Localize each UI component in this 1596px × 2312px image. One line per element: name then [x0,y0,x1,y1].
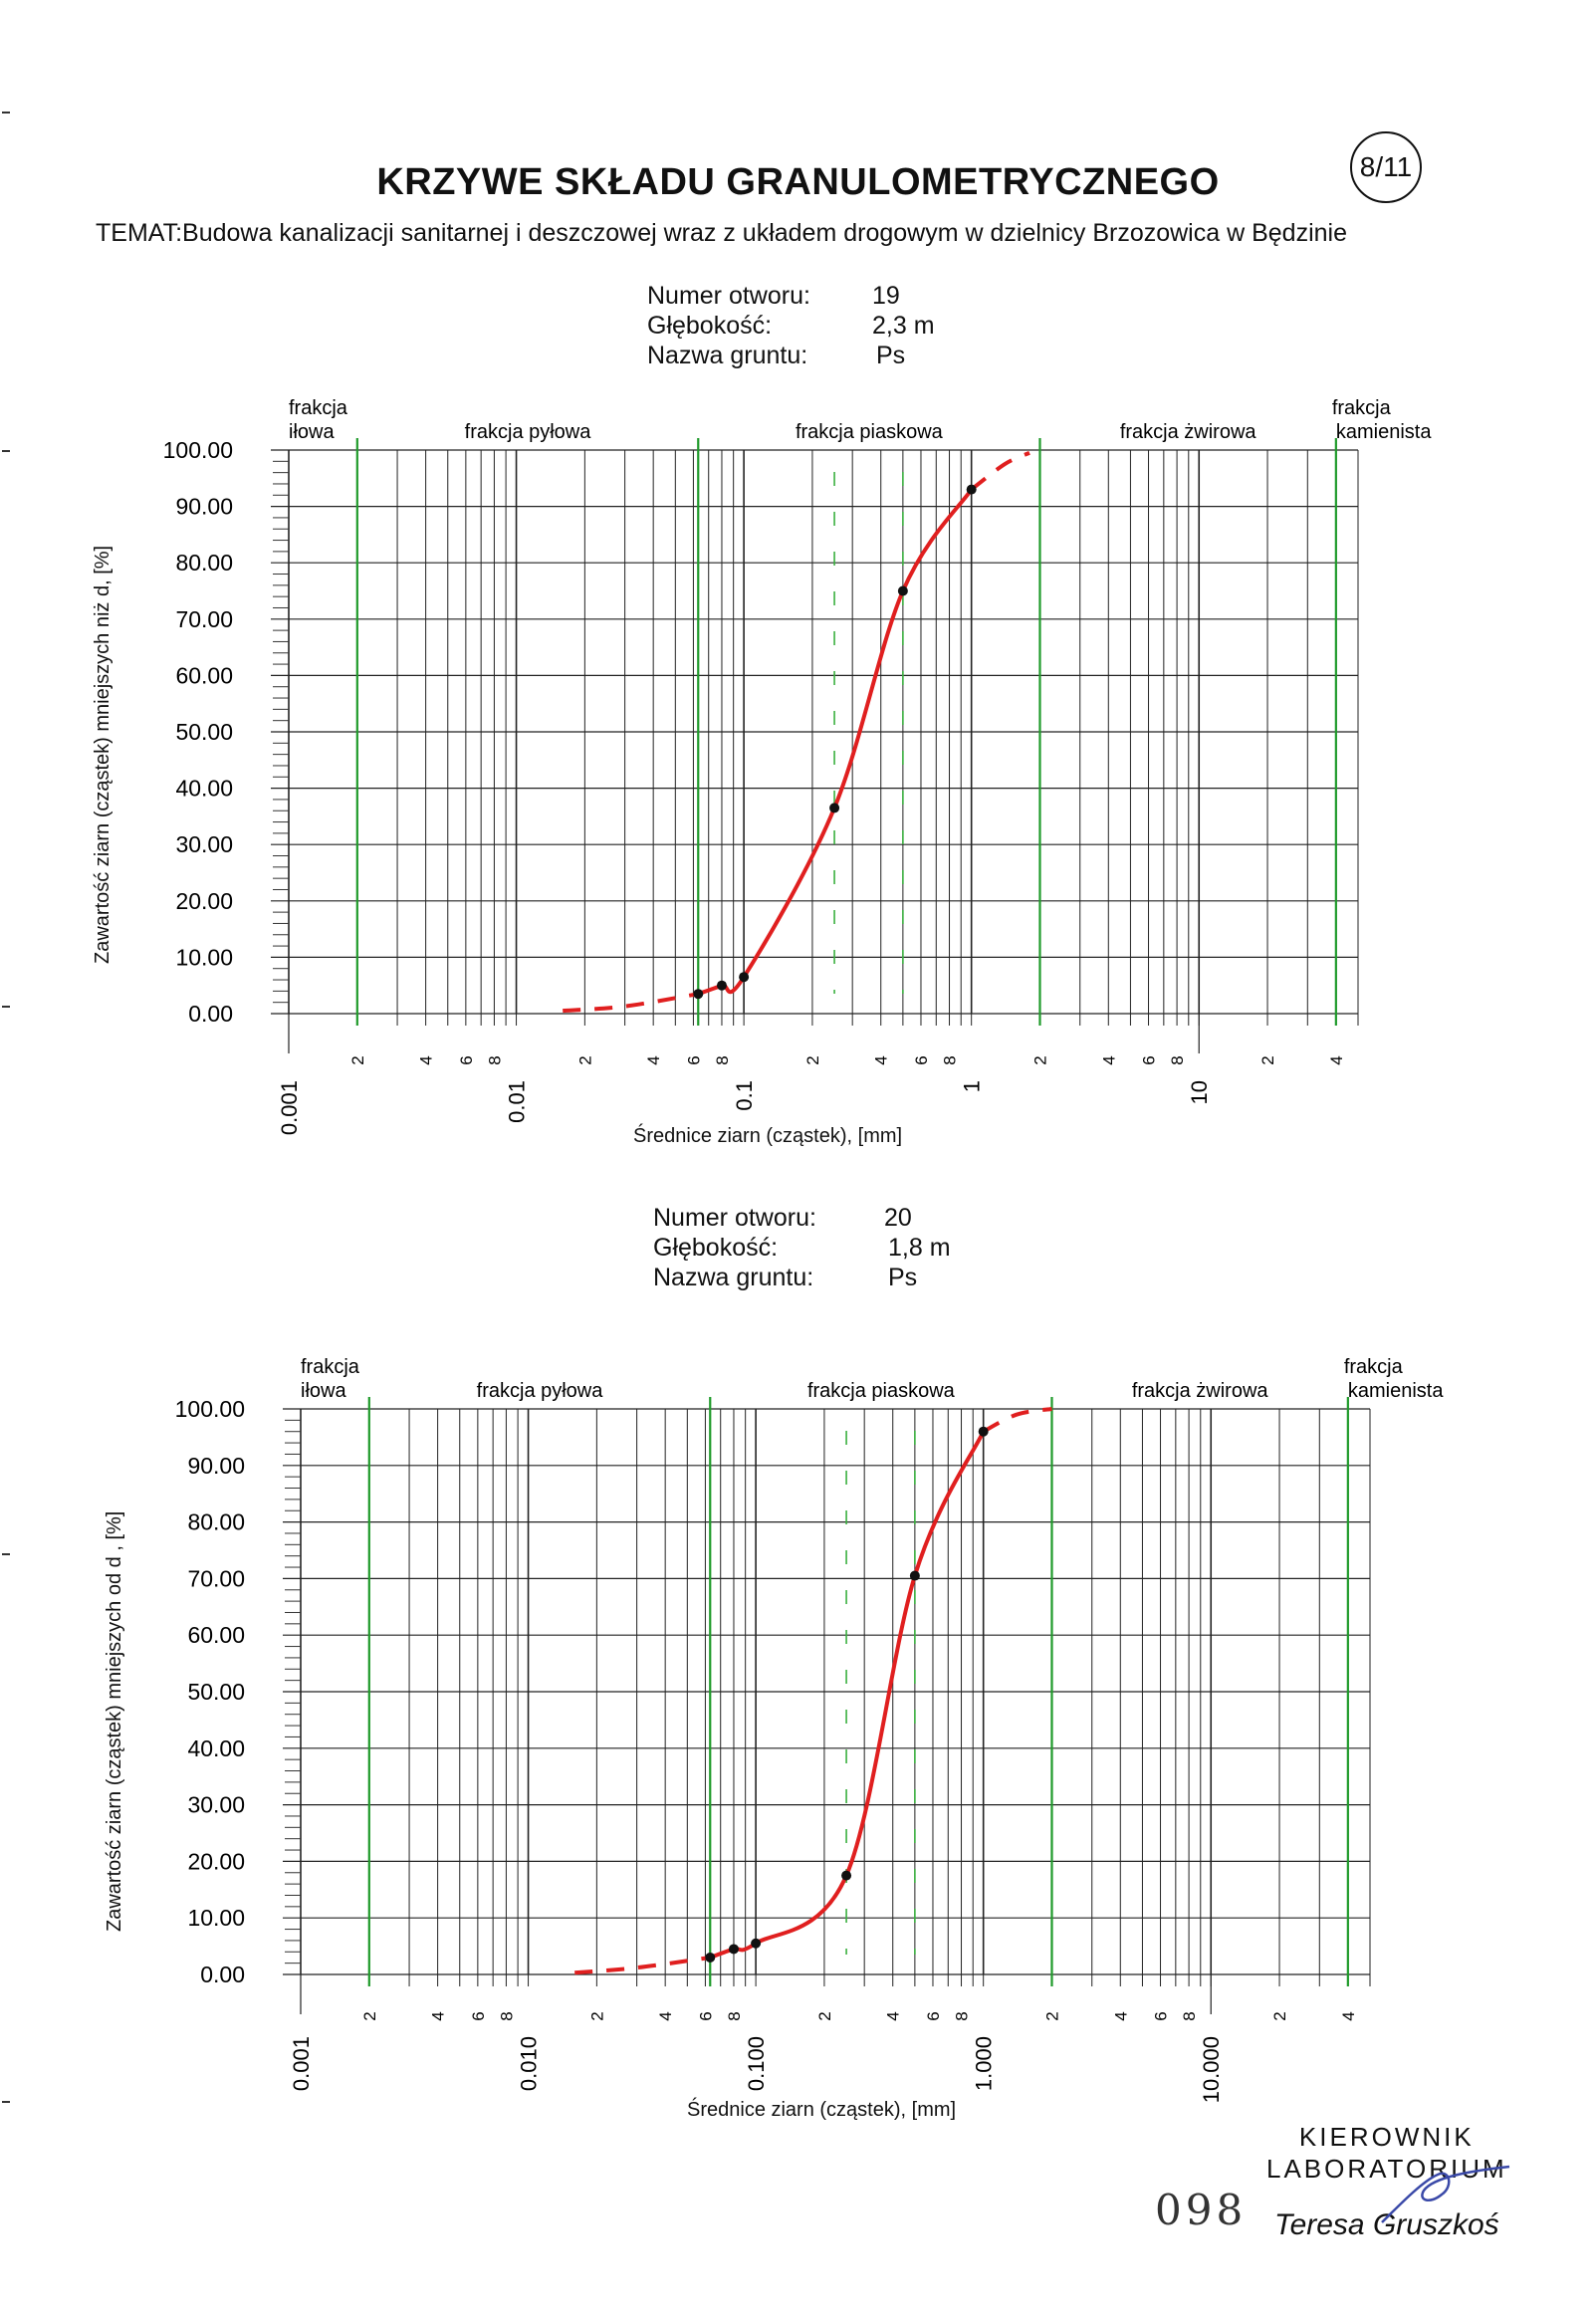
borehole-label: Numer otworu: [653,1204,816,1232]
x-minor-label: 6 [696,2011,716,2021]
y-tick-label: 10.00 [187,1905,245,1932]
curve-extrapolated-low [574,1958,710,1972]
fraction-label: frakcja piaskowa [806,1380,955,1402]
depth-label: Głębokość: [647,312,773,340]
lab-head-name: Teresa Gruszkoś [1274,2208,1499,2241]
x-major-label: 1 [959,1080,985,1093]
y-tick-label: 20.00 [187,1848,245,1875]
borehole-label: Numer otworu: [647,282,810,310]
x-minor-label: 2 [1258,1055,1278,1065]
topic-line: TEMAT:Budowa kanalizacji sanitarnej i deszczowej wraz z układem drogowym w dzielnicy Brzozowica w Będzinie [96,219,1347,247]
curve-extrapolated-high [984,1409,1052,1432]
fraction-label: frakcja [1331,397,1391,419]
x-axis-title-2: Średnice ziarn (cząstek), [mm] [687,2099,957,2121]
fraction-label: frakcja żwirowa [1131,1380,1268,1402]
fraction-label: frakcja [301,1356,359,1378]
y-tick-label: 100.00 [174,1396,245,1422]
x-minor-label: 8 [1180,2011,1200,2021]
soil-value: Ps [876,342,906,369]
y-tick-label: 10.00 [175,944,233,971]
page-number-badge: 8/11 [1350,131,1422,203]
x-major-label: 0.001 [289,2036,314,2092]
y-axis-title-1: Zawartość ziarn (cząstek) mniejszych niż d, [%] [92,545,114,964]
y-tick-label: 80.00 [175,550,233,577]
x-minor-label: 8 [712,1055,732,1065]
depth-label: Głębokość: [653,1234,779,1262]
x-major-label: 1.000 [971,2036,997,2092]
data-point [751,1939,761,1949]
data-point [979,1427,989,1437]
curve-extrapolated-high [972,453,1029,490]
lab-head-line1: KIEROWNIK [1298,2122,1475,2152]
y-tick-label: 30.00 [175,831,233,858]
x-axis-title-1: Średnice ziarn (cząstek), [mm] [633,1125,903,1147]
x-major-label: 0.1 [732,1080,758,1111]
stamp-number: 098 [1155,2186,1248,2234]
x-minor-label: 4 [644,1055,664,1065]
data-point [693,989,703,999]
borehole-value: 20 [884,1204,912,1232]
data-point [705,1953,715,1963]
y-tick-label: 40.00 [175,775,233,802]
y-tick-label: 0.00 [200,1962,245,1987]
x-minor-label: 2 [814,2011,834,2021]
page-title: KRZYWE SKŁADU GRANULOMETRYCZNEGO [376,161,1220,203]
x-minor-label: 4 [428,2011,448,2021]
data-point [739,972,749,982]
fraction-label: iłowa [301,1380,346,1402]
y-tick-label: 70.00 [175,605,233,632]
y-tick-label: 20.00 [175,887,233,914]
x-major-label: 0.001 [277,1080,302,1136]
y-tick-label: 100.00 [162,437,233,463]
x-minor-label: 8 [485,1055,505,1065]
y-axis-title-2: Zawartość ziarn (cząstek) mniejszych od d , [%] [104,1510,125,1932]
borehole-value: 19 [872,282,900,310]
x-minor-label: 4 [1338,2011,1358,2021]
data-point [717,981,727,991]
x-minor-label: 6 [456,1055,476,1065]
grain-size-chart-2 [0,1175,1596,2171]
x-major-label: 0.100 [744,2036,770,2092]
x-minor-label: 4 [416,1055,436,1065]
data-point [967,485,977,495]
x-minor-label: 8 [940,1055,960,1065]
x-minor-label: 8 [1168,1055,1188,1065]
x-minor-label: 4 [1326,1055,1346,1065]
y-tick-label: 80.00 [187,1508,245,1535]
x-minor-label: 6 [923,2011,943,2021]
fraction-label: frakcja piaskowa [795,421,943,443]
fraction-label: frakcja [289,397,347,419]
y-tick-label: 90.00 [187,1452,245,1479]
x-minor-label: 8 [724,2011,744,2021]
y-tick-label: 50.00 [175,719,233,745]
data-point [898,586,908,596]
x-major-label: 10 [1187,1080,1213,1105]
data-point [829,803,839,812]
fraction-label: iłowa [289,421,335,443]
x-major-label: 10.000 [1199,2036,1225,2104]
x-minor-label: 2 [575,1055,595,1065]
signature-scribble [1364,2161,1523,2240]
lab-head-line2: LABORATORIUM [1266,2154,1507,2184]
x-minor-label: 8 [952,2011,972,2021]
grid [271,450,1358,1053]
data-point [910,1571,920,1581]
fraction-label: frakcja pyłowa [476,1380,603,1402]
fraction-label: frakcja żwirowa [1119,421,1256,443]
x-minor-label: 4 [1099,1055,1119,1065]
x-minor-label: 6 [1139,1055,1159,1065]
x-minor-label: 4 [1111,2011,1131,2021]
data-point [841,1871,851,1881]
x-minor-label: 6 [684,1055,704,1065]
x-minor-label: 2 [359,2011,379,2021]
grid [283,1409,1370,2014]
x-minor-label: 2 [1030,1055,1050,1065]
data-point [729,1944,739,1954]
fraction-label: kamienista [1335,421,1432,443]
x-major-label: 0.010 [516,2036,542,2092]
y-tick-label: 90.00 [175,493,233,520]
x-minor-label: 8 [497,2011,517,2021]
fraction-label: kamienista [1347,1380,1444,1402]
x-minor-label: 4 [871,1055,891,1065]
curve-extrapolated-low [563,994,698,1011]
fraction-label: frakcja [1343,1356,1403,1378]
x-major-label: 0.01 [504,1080,530,1123]
x-minor-label: 2 [1270,2011,1290,2021]
depth-value: 2,3 m [872,312,935,340]
fraction-label: frakcja pyłowa [464,421,591,443]
depth-value: 1,8 m [888,1234,951,1262]
y-tick-label: 60.00 [187,1622,245,1649]
y-tick-label: 50.00 [187,1679,245,1705]
x-minor-label: 6 [911,1055,931,1065]
soil-value: Ps [888,1264,918,1291]
x-minor-label: 2 [587,2011,607,2021]
x-minor-label: 2 [802,1055,822,1065]
soil-label: Nazwa gruntu: [653,1264,814,1291]
y-tick-label: 30.00 [187,1791,245,1818]
soil-label: Nazwa gruntu: [647,342,808,369]
y-tick-label: 0.00 [188,1001,233,1027]
x-minor-label: 2 [1042,2011,1062,2021]
x-minor-label: 4 [883,2011,903,2021]
x-minor-label: 6 [1151,2011,1171,2021]
x-minor-label: 4 [656,2011,676,2021]
y-tick-label: 70.00 [187,1565,245,1592]
y-tick-label: 60.00 [175,662,233,689]
x-minor-label: 2 [347,1055,367,1065]
x-minor-label: 6 [468,2011,488,2021]
y-tick-label: 40.00 [187,1734,245,1761]
